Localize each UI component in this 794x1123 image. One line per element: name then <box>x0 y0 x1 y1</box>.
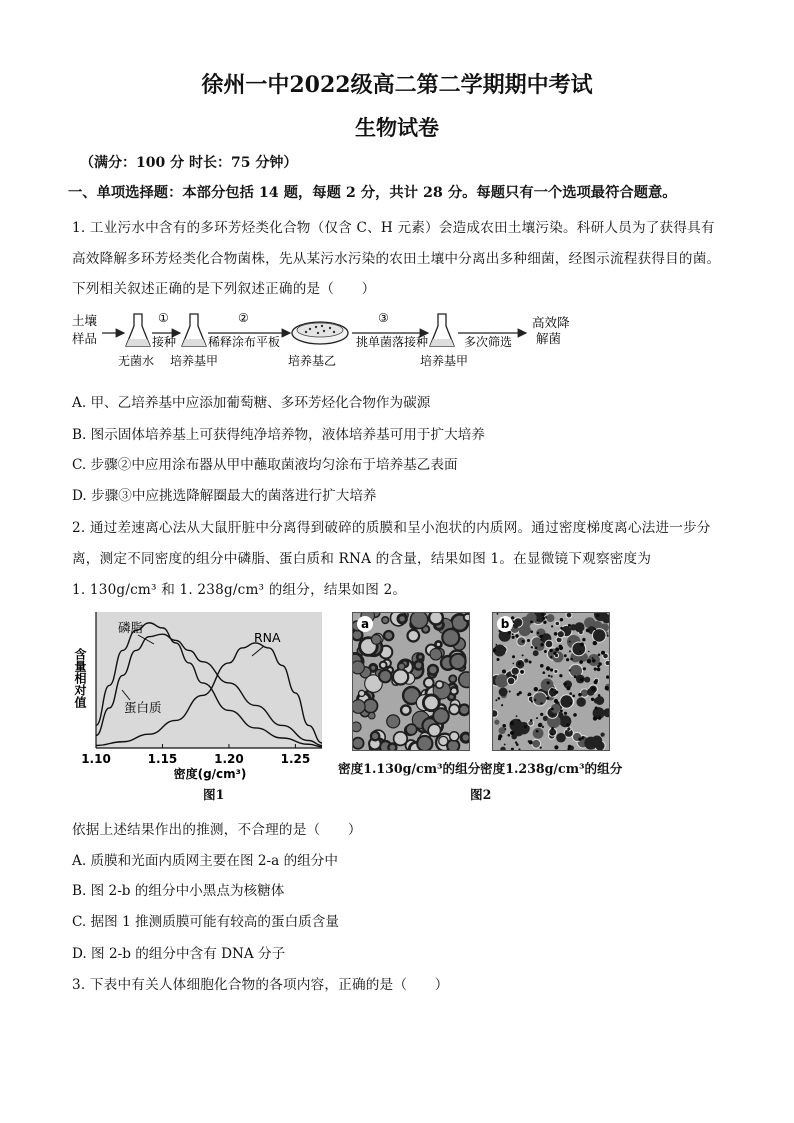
exam-title: 徐州一中2022级高二第二学期期中考试 <box>201 72 593 98</box>
flask-icon <box>182 314 206 346</box>
flow-step-2-num: ② <box>238 311 249 325</box>
flow-step-3-label: 挑单菌落接种 <box>356 335 429 349</box>
q1-line-2: 高效降解多环芳烃类化合物菌株，先从某污水污染的农田土壤中分离出多种细菌，经图示流程获得目的菌。 <box>72 251 721 267</box>
q2-line-3: 1. 130g/cm³ 和 1. 238g/cm³ 的组分，结果如图 2。 <box>72 582 407 598</box>
petri-dish-icon <box>292 322 348 344</box>
q1-option-a: A. 甲、乙培养基中应添加葡萄糖、多环芳烃化合物作为碳源 <box>72 395 431 411</box>
series-label-protein: 蛋白质 <box>124 700 162 715</box>
section-heading: 一、单项选择题：本部分包括 14 题，每题 2 分，共计 28 分。每题只有一个选项最符合题意。 <box>68 185 677 201</box>
y-axis-label: 含量相对值 <box>73 648 87 708</box>
micrograph-b-tag: b <box>497 616 513 632</box>
q1-line-3: 下列相关叙述正确的是下列叙述正确的是（ ） <box>72 281 376 297</box>
flow-step-1-num: ① <box>158 311 169 325</box>
series-label-phospholipid: 磷脂 <box>118 620 144 635</box>
q1-option-c: C. 步骤②中应用涂布器从甲中蘸取菌液均匀涂布于培养基乙表面 <box>72 457 458 473</box>
micrograph-b-caption: 密度1.238g/cm³的组分 <box>480 761 623 776</box>
figure-2-caption: 图2 <box>470 787 492 802</box>
q2-option-c: C. 据图 1 推测质膜可能有较高的蛋白质含量 <box>72 914 339 930</box>
q2-option-a: A. 质膜和光面内质网主要在图 2-a 的组分中 <box>72 853 338 869</box>
micrograph-a <box>352 612 470 751</box>
micrograph-b <box>492 612 610 751</box>
exam-meta: （满分：100 分 时长：75 分钟） <box>80 155 298 171</box>
q1-option-d: D. 步骤③中应挑选降解圈最大的菌落进行扩大培养 <box>72 488 377 504</box>
figure-1-chart <box>72 606 330 800</box>
micrograph-a-image <box>353 613 469 750</box>
flow-flask-1-label: 无菌水 <box>118 354 155 368</box>
flask-icon <box>126 314 150 346</box>
q2-line-2: 离，测定不同密度的组分中磷脂、蛋白质和 RNA 的含量，结果如图 1。在显微镜下观察密度为 <box>72 551 652 567</box>
q3-line: 3. 下表中有关人体细胞化合物的各项内容，正确的是（ ） <box>72 977 449 993</box>
flow-end-1: 高效降 <box>532 315 570 330</box>
flask-icon <box>430 314 454 346</box>
q1-flow-diagram <box>66 306 606 374</box>
x-tick-label: 1.10 <box>81 752 111 766</box>
micrograph-a-caption: 密度1.130g/cm³的组分 <box>338 761 481 776</box>
flow-step-4-label: 多次筛选 <box>464 335 513 349</box>
flow-flask-3-label: 培养基甲 <box>420 354 469 368</box>
q1-line-1: 1. 工业污水中含有的多环芳烃类化合物（仅含 C、H 元素）会造成农田土壤污染。科研人员为了获得具有 <box>72 220 715 236</box>
flow-dish-label: 培养基乙 <box>288 354 337 368</box>
q2-option-d: D. 图 2-b 的组分中含有 DNA 分子 <box>72 946 286 962</box>
figure-1-caption: 图1 <box>203 787 225 802</box>
exam-subject: 生物试卷 <box>355 115 439 140</box>
flow-step-3-num: ③ <box>378 311 389 325</box>
flow-step-1-label: 接种 <box>152 335 177 349</box>
flow-start-2: 样品 <box>72 331 98 346</box>
micrograph-a-tag: a <box>357 616 373 632</box>
q2-line-1: 2. 通过差速离心法从大鼠肝脏中分离得到破碎的质膜和呈小泡状的内质网。通过密度梯度离心法进一步分 <box>72 520 711 536</box>
x-tick-label: 1.20 <box>214 752 244 766</box>
flow-flask-2-label: 培养基甲 <box>170 354 219 368</box>
micrograph-b-image <box>493 613 609 750</box>
q2-prompt: 依据上述结果作出的推测，不合理的是（ ） <box>72 822 362 838</box>
x-axis-label: 密度(g/cm³) <box>173 767 247 781</box>
flow-step-2-label: 稀释涂布平板 <box>208 335 281 349</box>
x-tick-label: 1.25 <box>280 752 311 766</box>
flow-start-1: 土壤 <box>72 313 98 328</box>
series-label-rna: RNA <box>254 630 281 645</box>
x-tick-label: 1.15 <box>147 752 178 766</box>
q2-option-b: B. 图 2-b 的组分中小黑点为核糖体 <box>72 883 285 899</box>
flow-end-2: 解菌 <box>536 331 562 346</box>
q1-option-b: B. 图示固体培养基上可获得纯净培养物，液体培养基可用于扩大培养 <box>72 427 485 443</box>
